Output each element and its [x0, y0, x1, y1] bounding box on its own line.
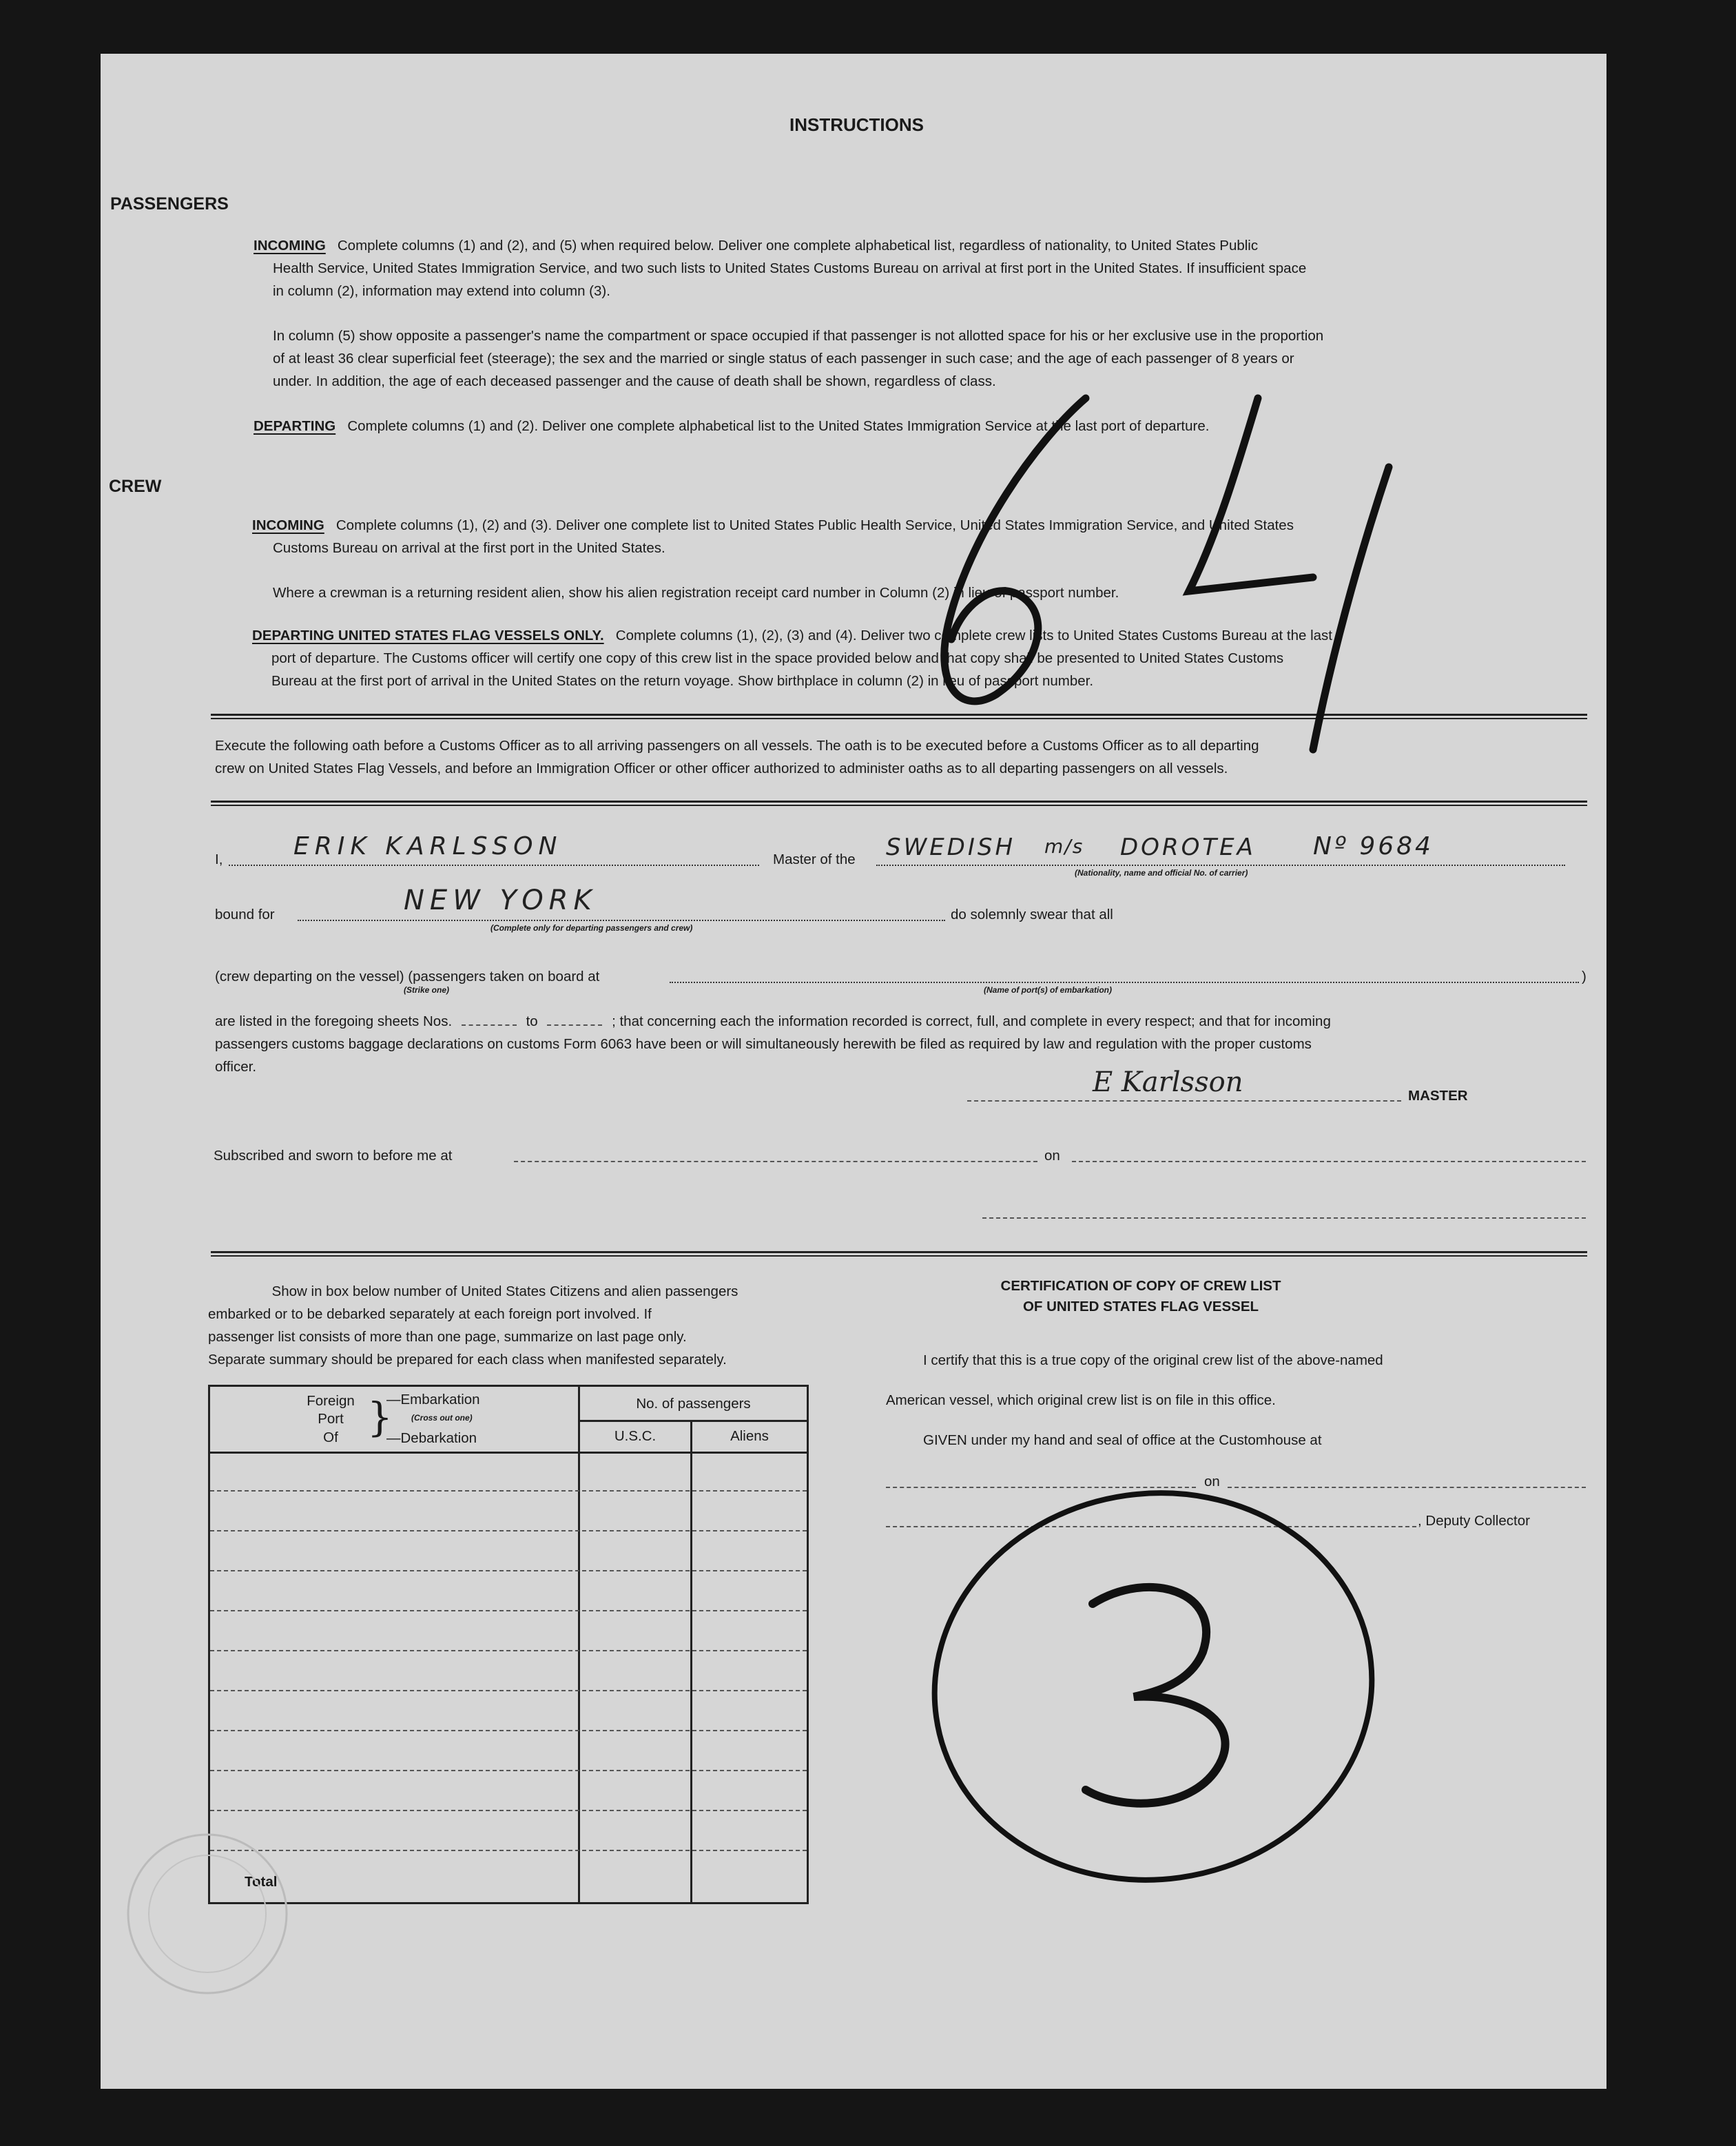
summary-intro-line: passenger list consists of more than one page, summarize on last page only.: [208, 1329, 687, 1345]
certification-on-label: on: [1204, 1474, 1220, 1489]
handwritten-six-stroke: [944, 398, 1086, 701]
column5-line: under. In addition, the age of each deceased passenger and the cause of death shall be shown, regardless of class.: [273, 373, 996, 389]
faint-seal-icon: [149, 1855, 266, 1972]
incoming-line: Complete columns (1) and (2), and (5) when required below. Deliver one complete alphabetical list, regardless of nationality, to United States Public: [337, 238, 1259, 254]
i-label: I,: [215, 852, 223, 867]
document-page: [101, 54, 1606, 2089]
departing-label: DEPARTING: [254, 418, 336, 434]
debarkation-label: —Debarkation: [386, 1430, 477, 1446]
master-name-value: ERIK KARLSSON: [293, 832, 563, 860]
vessel-caption: (Nationality, name and official No. of carrier): [1075, 868, 1248, 878]
listed-line-2: passengers customs baggage declarations on customs Form 6063 have been or will simultaneously herewith be filed as required by law and regulation with the proper customs: [215, 1036, 1312, 1052]
listed-text: ; that concerning each the information recorded is correct, full, and complete in every respect; and that for incoming: [612, 1013, 1331, 1029]
certification-text: GIVEN under my hand and seal of office at the Customhouse at: [923, 1432, 1322, 1448]
vessel-nationality-value: SWEDISH: [886, 834, 1016, 861]
crew-departing-label: DEPARTING UNITED STATES FLAG VESSELS ONLY.: [252, 628, 604, 643]
subscribed-label: Subscribed and sworn to before me at: [214, 1148, 453, 1164]
bound-for-value: NEW YORK: [404, 885, 597, 916]
summary-intro-line: Show in box below number of United States Citizens and alien passengers: [271, 1283, 738, 1299]
certification-title: OF UNITED STATES FLAG VESSEL: [1022, 1299, 1259, 1314]
bound-for-caption: (Complete only for departing passengers and crew): [490, 923, 693, 933]
column5-line: In column (5) show opposite a passenger's name the compartment or space occupied if that passenger is not allotted space for his or her exclusive use in the proportion: [273, 328, 1324, 344]
faint-seal-icon: [128, 1835, 287, 1993]
aliens-label: Aliens: [730, 1428, 769, 1444]
summary-intro-line: embarked or to be debarked separately at each foreign port involved. If: [208, 1306, 652, 1322]
passengers-heading: PASSENGERS: [110, 194, 229, 214]
summary-intro-line: Separate summary should be prepared for each class when manifested separately.: [208, 1352, 727, 1368]
oath-intro-line: crew on United States Flag Vessels, and before an Immigration Officer or other officer authorized to administer oaths as to all departing passengers on all vessels.: [215, 761, 1228, 776]
strike-caption: (Strike one): [404, 985, 450, 995]
departing-line: Complete columns (1) and (2). Deliver one complete alphabetical list to the United States Immigration Service at the last port of departure.: [347, 418, 1210, 434]
brace-icon: }: [367, 1394, 393, 1441]
listed-line-3: officer.: [215, 1059, 257, 1075]
handwritten-three-stroke: [1086, 1587, 1226, 1804]
total-label: Total: [245, 1874, 278, 1890]
embarkation-label: —Embarkation: [386, 1392, 480, 1407]
circle-stroke: [909, 1465, 1397, 1908]
vessel-type-value: m/s: [1044, 835, 1084, 858]
resident-alien-line: Where a crewman is a returning resident alien, show his alien registration receipt card number in Column (2) in lieu of passport number.: [273, 585, 1119, 601]
certification-title: CERTIFICATION OF COPY OF CREW LIST: [1000, 1278, 1281, 1294]
col-foreign: Foreign: [307, 1393, 355, 1409]
subscribed-on-label: on: [1044, 1148, 1060, 1164]
incoming-line: Health Service, United States Immigration Service, and two such lists to United States Customs Bureau on arrival at first port in the United States. If insufficient space: [273, 260, 1307, 276]
cross-out-caption: (Cross out one): [411, 1413, 473, 1423]
incoming-label: INCOMING: [254, 238, 326, 254]
listed-text: are listed in the foregoing sheets Nos.: [215, 1013, 453, 1029]
oath-intro-line: Execute the following oath before a Customs Officer as to all arriving passengers on all vessels. The oath is to be executed before a Customs Officer as to all departing: [215, 738, 1259, 754]
column5-line: of at least 36 clear superficial feet (steerage); the sex and the married or single status of each passenger in such case; and the age of each passenger of 8 years or: [273, 351, 1294, 367]
swear-text: do solemnly swear that all: [951, 907, 1113, 922]
crew-incoming-label: INCOMING: [252, 517, 324, 533]
vessel-number-value: Nº 9684: [1313, 832, 1434, 860]
ports-caption: (Name of port(s) of embarkation): [984, 985, 1113, 995]
col-port: Port: [318, 1411, 344, 1427]
crew-incoming-line: Complete columns (1), (2) and (3). Deliver one complete list to United States Public Health Service, United States Immigration Service, and United States: [335, 517, 1294, 533]
bound-for-label: bound for: [215, 907, 275, 922]
crew-departing-line: Bureau at the first port of arrival in the United States on the return voyage. Show birthplace in column (2) in lieu of passport number.: [271, 673, 1094, 689]
close-paren: ): [1582, 969, 1587, 984]
listed-text: to: [526, 1013, 538, 1029]
handwritten-four-stroke: [1189, 398, 1389, 750]
usc-label: U.S.C.: [614, 1428, 657, 1444]
crew-departing-line: port of departure. The Customs officer will certify one copy of this crew list in the space provided below and that copy shall be presented to United States Customs: [271, 650, 1284, 666]
no-passengers-label: No. of passengers: [636, 1396, 751, 1412]
master-of-label: Master of the: [773, 852, 856, 867]
master-label: MASTER: [1408, 1088, 1468, 1104]
crew-incoming-line: Customs Bureau on arrival at the first port in the United States.: [273, 540, 665, 556]
page-title: INSTRUCTIONS: [789, 114, 924, 135]
certification-text: I certify that this is a true copy of the original crew list of the above-named: [923, 1352, 1383, 1368]
deputy-collector-label: , Deputy Collector: [1418, 1513, 1530, 1529]
col-of: Of: [323, 1430, 338, 1445]
crew-heading: CREW: [109, 477, 162, 496]
crew-departing-text: (crew departing on the vessel) (passengers taken on board at: [215, 969, 600, 984]
vessel-name-value: DOROTEA: [1120, 834, 1256, 861]
handwritten-annotations: [101, 54, 1606, 2089]
certification-text: American vessel, which original crew list is on file in this office.: [886, 1392, 1276, 1408]
crew-departing-line: Complete columns (1), (2), (3) and (4). Deliver two complete crew lists to United States Customs Bureau at the last: [615, 628, 1332, 643]
master-signature: E Karlsson: [1093, 1066, 1243, 1098]
incoming-line: in column (2), information may extend into column (3).: [273, 283, 610, 299]
